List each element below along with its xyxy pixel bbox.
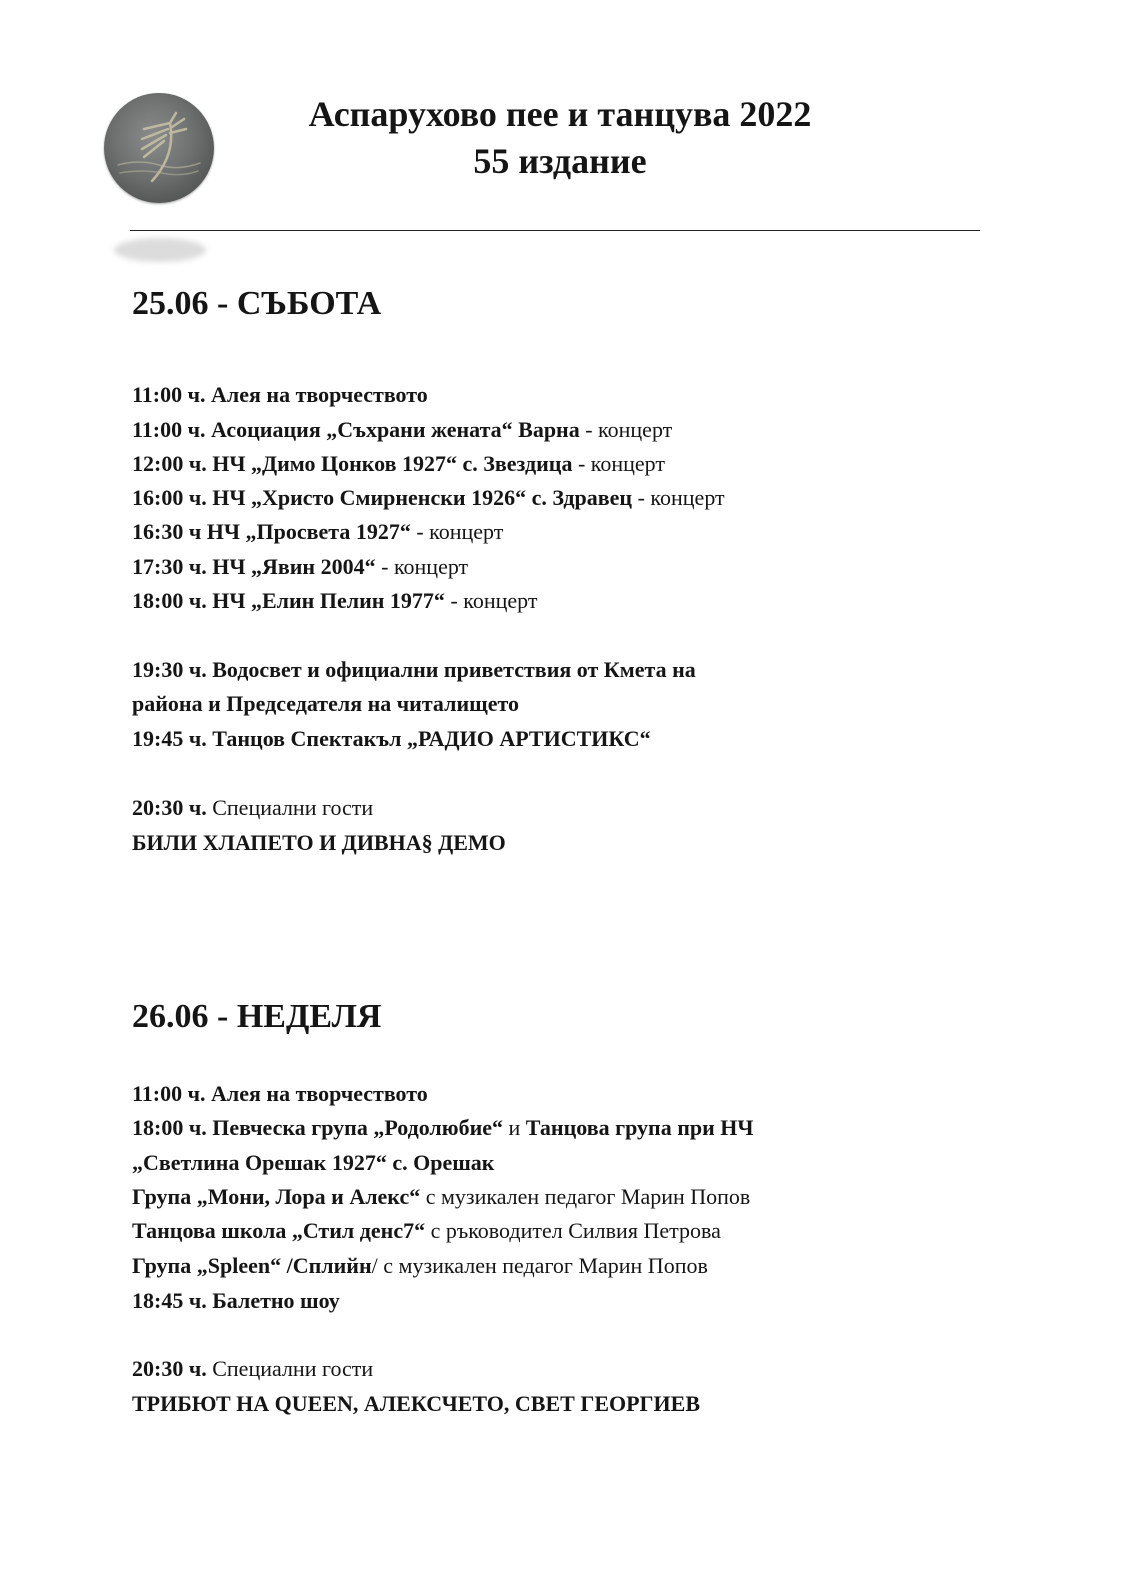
item-detail: с ръководител Силвия Петрова	[425, 1218, 721, 1243]
item-time-title: 12:00 ч. НЧ „Димо Цонков 1927“ с. Звездица	[132, 451, 573, 476]
schedule-item	[132, 1358, 373, 1380]
item-time-title: 11:00 ч. Алея на творчеството	[132, 382, 428, 407]
schedule-item	[132, 659, 696, 681]
decorative-shadow	[114, 238, 206, 262]
item-time: 20:30 ч.	[132, 1356, 207, 1381]
item-time-title: 16:00 ч. НЧ „Христо Смирненски 1926“ с. Здравец	[132, 485, 633, 510]
item-time-title: 11:00 ч. Асоциация „Съхрани жената“ Варна	[132, 417, 580, 442]
item-title: Танцова школа „Стил денс7“	[132, 1218, 426, 1243]
item-time-title: 18:00 ч. Певческа група „Родолюбие“	[132, 1115, 504, 1140]
item-type: Специални гости	[206, 1356, 374, 1381]
schedule-item	[132, 590, 537, 612]
item-time: 20:30 ч.	[132, 795, 207, 820]
schedule-item-continued	[132, 693, 519, 715]
special-guests	[132, 1393, 700, 1415]
item-time-title: 18:00 ч. НЧ „Елин Пелин 1977“	[132, 588, 445, 613]
schedule-item	[132, 1186, 750, 1208]
schedule-item	[132, 728, 651, 750]
guest-names: БИЛИ ХЛАПЕТО И ДИВНА§ ДЕМО	[132, 830, 506, 855]
item-conjunction: и	[503, 1115, 526, 1140]
item-time-title: 16:30 ч НЧ „Просвета 1927“	[132, 519, 411, 544]
item-detail: с музикален педагог Марин Попов	[420, 1184, 751, 1209]
day-heading-saturday: 25.06 - СЪБОТА	[132, 285, 382, 322]
schedule-item	[132, 1290, 340, 1312]
item-type: - концерт	[632, 485, 725, 510]
festival-logo-icon	[104, 93, 214, 203]
schedule-item	[132, 1255, 708, 1277]
item-time-title: 18:45 ч. Балетно шоу	[132, 1288, 340, 1313]
schedule-item	[132, 1220, 721, 1242]
guest-names: ТРИБЮТ НА QUEEN, АЛЕКСЧЕТО, СВЕТ ГЕОРГИЕВ	[132, 1391, 701, 1416]
item-time-title: 11:00 ч. Алея на творчеството	[132, 1081, 428, 1106]
bird-emblem-icon	[104, 93, 214, 203]
item-title: Група „Мони, Лора и Алекс“	[132, 1184, 421, 1209]
item-type: - концерт	[410, 519, 504, 544]
schedule-item	[132, 419, 672, 441]
schedule-item	[132, 521, 503, 543]
item-time-title: 19:30 ч. Водосвет и официални приветствия от Кмета на	[132, 657, 696, 682]
item-title: „Светлина Орешак 1927“ с. Орешак	[132, 1150, 495, 1175]
edition-subtitle: 55 издание	[473, 141, 647, 181]
item-type: - концерт	[375, 554, 469, 579]
item-type: - концерт	[572, 451, 665, 476]
schedule-item	[132, 487, 725, 509]
item-title: Група „Spleen“ /Сплийн	[132, 1253, 372, 1278]
item-type: Специални гости	[206, 795, 374, 820]
special-guests	[132, 832, 506, 854]
item-time-title: 19:45 ч. Танцов Спектакъл „РАДИО АРТИСТИКС“	[132, 726, 651, 751]
schedule-item	[132, 1117, 754, 1139]
schedule-item	[132, 797, 373, 819]
schedule-item-continued	[132, 1152, 494, 1174]
day-heading-sunday: 26.06 - НЕДЕЛЯ	[132, 998, 382, 1035]
schedule-item	[132, 384, 428, 406]
schedule-item	[132, 1083, 428, 1105]
item-title-2: Танцова група при НЧ	[525, 1115, 754, 1140]
schedule-item	[132, 453, 665, 475]
schedule-item	[132, 556, 468, 578]
page-title: Аспарухово пее и танцува 2022	[308, 94, 812, 134]
item-type: - концерт	[444, 588, 538, 613]
item-time-title: района и Председателя на читалището	[132, 691, 519, 716]
header-divider	[130, 230, 980, 231]
item-detail: / с музикален педагог Марин Попов	[371, 1253, 708, 1278]
item-time-title: 17:30 ч. НЧ „Явин 2004“	[132, 554, 376, 579]
item-type: - концерт	[579, 417, 673, 442]
